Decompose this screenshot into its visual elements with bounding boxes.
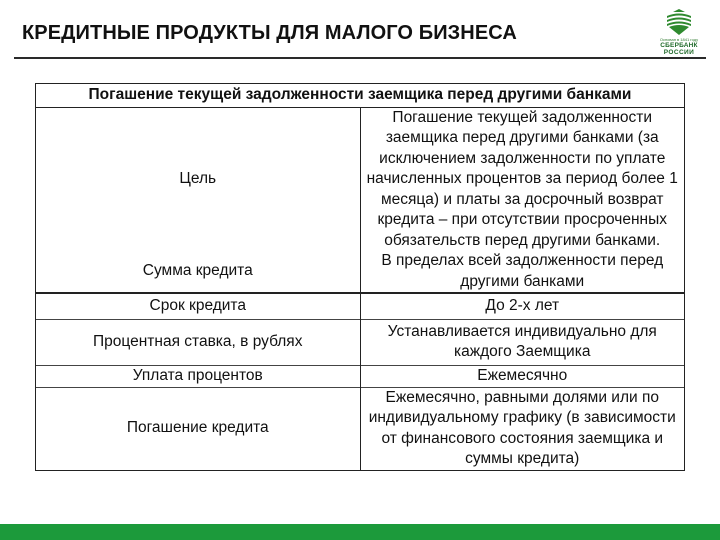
logo-country-text: РОССИИ bbox=[663, 49, 695, 56]
row-value-term: До 2-х лет bbox=[360, 293, 685, 319]
product-table bbox=[35, 83, 685, 471]
row-label-rate: Процентная ставка, в рублях bbox=[36, 319, 361, 365]
table-header-row bbox=[36, 84, 685, 108]
logo-founded-text: Основан в 1841 году bbox=[659, 37, 699, 42]
row-value-repayment: Ежемесячно, равными долями или по индивидуальному графику (в зависимости от финансового состояния заемщика и суммы кредита) bbox=[360, 387, 685, 470]
table-row bbox=[36, 107, 685, 251]
row-value-interest: Ежемесячно bbox=[360, 365, 685, 387]
row-value-purpose: Погашение текущей задолженности заемщика перед другими банками (за исключением задолженности по уплате начисленных процентов за период более 1 месяца) и платы за досрочный возврат кредита – при отсутствии просроченных обязательств перед другими банками. bbox=[360, 107, 685, 251]
sberbank-logo bbox=[652, 8, 706, 60]
row-value-rate: Устанавливается индивидуально для каждого Заемщика bbox=[360, 319, 685, 365]
row-label-interest: Уплата процентов bbox=[36, 365, 361, 387]
table-row bbox=[36, 365, 685, 387]
logo-name-text: СБЕРБАНК bbox=[660, 42, 698, 49]
row-value-amount: В пределах всей задолженности перед другими банками bbox=[360, 251, 685, 293]
table-row bbox=[36, 293, 685, 319]
row-label-repayment: Погашение кредита bbox=[36, 387, 361, 470]
bank-emblem-icon bbox=[664, 8, 694, 36]
table-row bbox=[36, 319, 685, 365]
row-label-term: Срок кредита bbox=[36, 293, 361, 319]
title-divider bbox=[14, 57, 706, 59]
footer-bar bbox=[0, 524, 720, 540]
table-row bbox=[36, 251, 685, 293]
table-header: Погашение текущей задолженности заемщика перед другими банками bbox=[36, 84, 685, 108]
table-row bbox=[36, 387, 685, 470]
row-label-purpose: Цель bbox=[36, 107, 361, 251]
page-title: КРЕДИТНЫЕ ПРОДУКТЫ ДЛЯ МАЛОГО БИЗНЕСА bbox=[22, 22, 517, 44]
row-label-amount: Сумма кредита bbox=[36, 251, 361, 293]
